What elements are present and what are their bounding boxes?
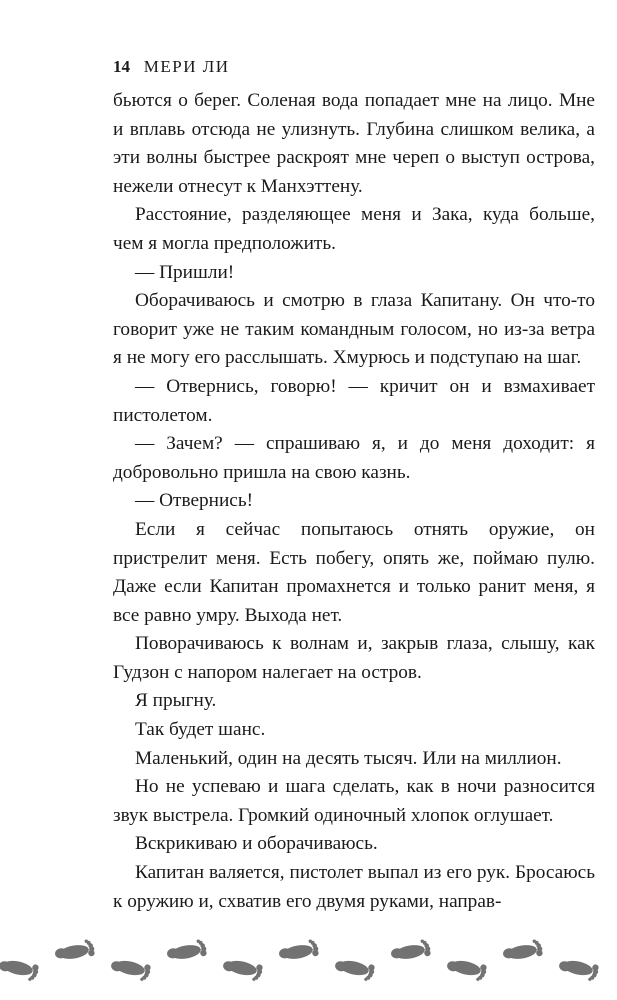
footprint-icon: [390, 938, 432, 962]
paragraph: Но не успеваю и шага сделать, как в ночи разносится звук выстрела. Громкий одиночный хлопок оглушает.: [113, 776, 595, 826]
footprint-icon: [333, 957, 375, 982]
footprint-icon: [109, 957, 151, 982]
footprint-icon: [502, 938, 544, 962]
paragraph: — Зачем? — спрашиваю я, и до меня доходит: я добровольно пришла на свою казнь.: [113, 433, 595, 483]
footprint-icon: [445, 957, 487, 982]
paragraph: Поворачиваюсь к волнам и, закрыв глаза, слышу, как Гудзон с напором налегает на остров.: [113, 633, 595, 683]
footprint-icon: [166, 938, 208, 962]
footprint-icon: [557, 957, 599, 982]
footprint-icon: [221, 957, 263, 982]
paragraph: Оборачиваюсь и смотрю в глаза Капитану. Он что-то говорит уже не таким командным голосом, но из-за ветра я не могу его расслышать. Хмурюсь и подступаю на шаг.: [113, 290, 595, 369]
paragraph: бьются о берег. Соленая вода попадает мне на лицо. Мне и вплавь отсюда не улизнуть. Глубина слишком велика, а эти волны быстрее раскроят мне череп о выступ острова, нежели отнесут к Манхэттену.: [113, 90, 595, 197]
footprint-icon: [54, 938, 96, 962]
paragraph: — Отвернись, говорю! — кричит он и взмахивает пистолетом.: [113, 375, 595, 426]
body-text: [113, 87, 595, 916]
paragraph: Вскрикиваю и оборачиваюсь.: [135, 833, 378, 855]
running-header: [113, 57, 230, 77]
paragraph: Капитан валяется, пистолет выпал из его рук. Бросаюсь к оружию и, схватив его двумя руками, направ-: [113, 862, 595, 912]
footprints-icon: [0, 924, 617, 1000]
paragraph: Я прыгну.: [135, 690, 217, 712]
paragraph: Так будет шанс.: [135, 719, 266, 741]
paragraph: — Отвернись!: [135, 490, 254, 512]
footprints-border: [0, 924, 617, 1000]
footprint-icon: [0, 957, 40, 982]
paragraph: Если я сейчас попытаюсь отнять оружие, он пристрелит меня. Есть побегу, опять же, поймаю пулю. Даже если Капитан промахнется и только ранит меня, я все равно умру. Выхода нет.: [113, 518, 595, 626]
paragraph: — Пришли!: [135, 261, 235, 283]
page-number: 14: [113, 57, 130, 76]
running-header-author: МЕРИ ЛИ: [143, 57, 230, 76]
paragraph: Маленький, один на десять тысяч. Или на миллион.: [135, 747, 562, 769]
paragraph: Расстояние, разделяющее меня и Зака, куда больше, чем я могла предположить.: [113, 204, 595, 254]
footprint-icon: [278, 938, 320, 962]
